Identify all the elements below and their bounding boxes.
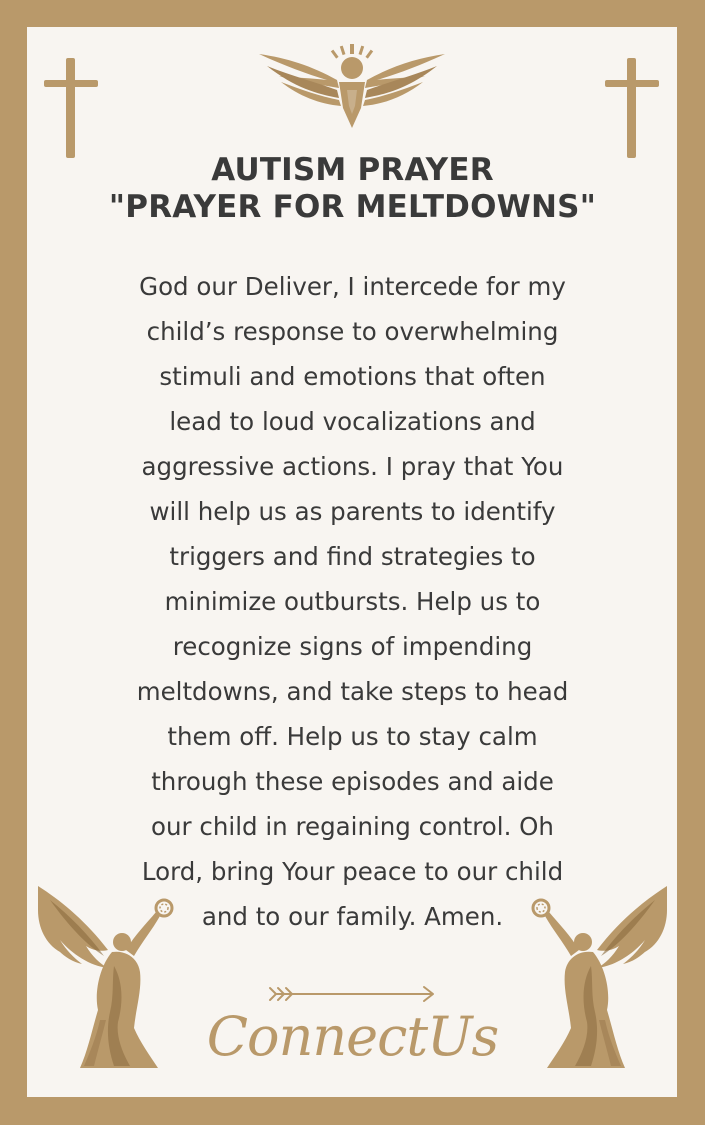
prayer-line: stimuli and emotions that often (159, 362, 546, 391)
brand-logo: ConnectUs (206, 1005, 499, 1068)
prayer-line: lead to loud vocalizations and (169, 407, 536, 436)
cross-icon (605, 58, 659, 158)
prayer-line: them off. Help us to stay calm (167, 722, 538, 751)
title-line-1: AUTISM PRAYER (211, 152, 494, 188)
prayer-line: and to our family. Amen. (201, 902, 504, 931)
prayer-line: recognize signs of impending (172, 632, 533, 661)
page-title (0, 152, 705, 226)
cross-icon (44, 58, 98, 158)
prayer-line: Lord, bring Your peace to our child (141, 857, 564, 886)
arrow-right-icon (268, 984, 438, 1004)
prayer-line: meltdowns, and take steps to head (136, 677, 569, 706)
prayer-line: minimize outbursts. Help us to (164, 587, 541, 616)
prayer-text (62, 264, 643, 939)
prayer-line: God our Deliver, I intercede for my (139, 272, 566, 301)
title-line-2: "PRAYER FOR MELTDOWNS" (108, 189, 597, 225)
prayer-line: aggressive actions. I pray that You (141, 452, 564, 481)
winged-sun-emblem-icon (257, 44, 447, 130)
prayer-line: triggers and find strategies to (169, 542, 536, 571)
prayer-line: will help us as parents to identify (149, 497, 556, 526)
prayer-line: through these episodes and aide (151, 767, 554, 796)
prayer-line: our child in regaining control. Oh (151, 812, 554, 841)
prayer-line: child’s response to overwhelming (146, 317, 559, 346)
